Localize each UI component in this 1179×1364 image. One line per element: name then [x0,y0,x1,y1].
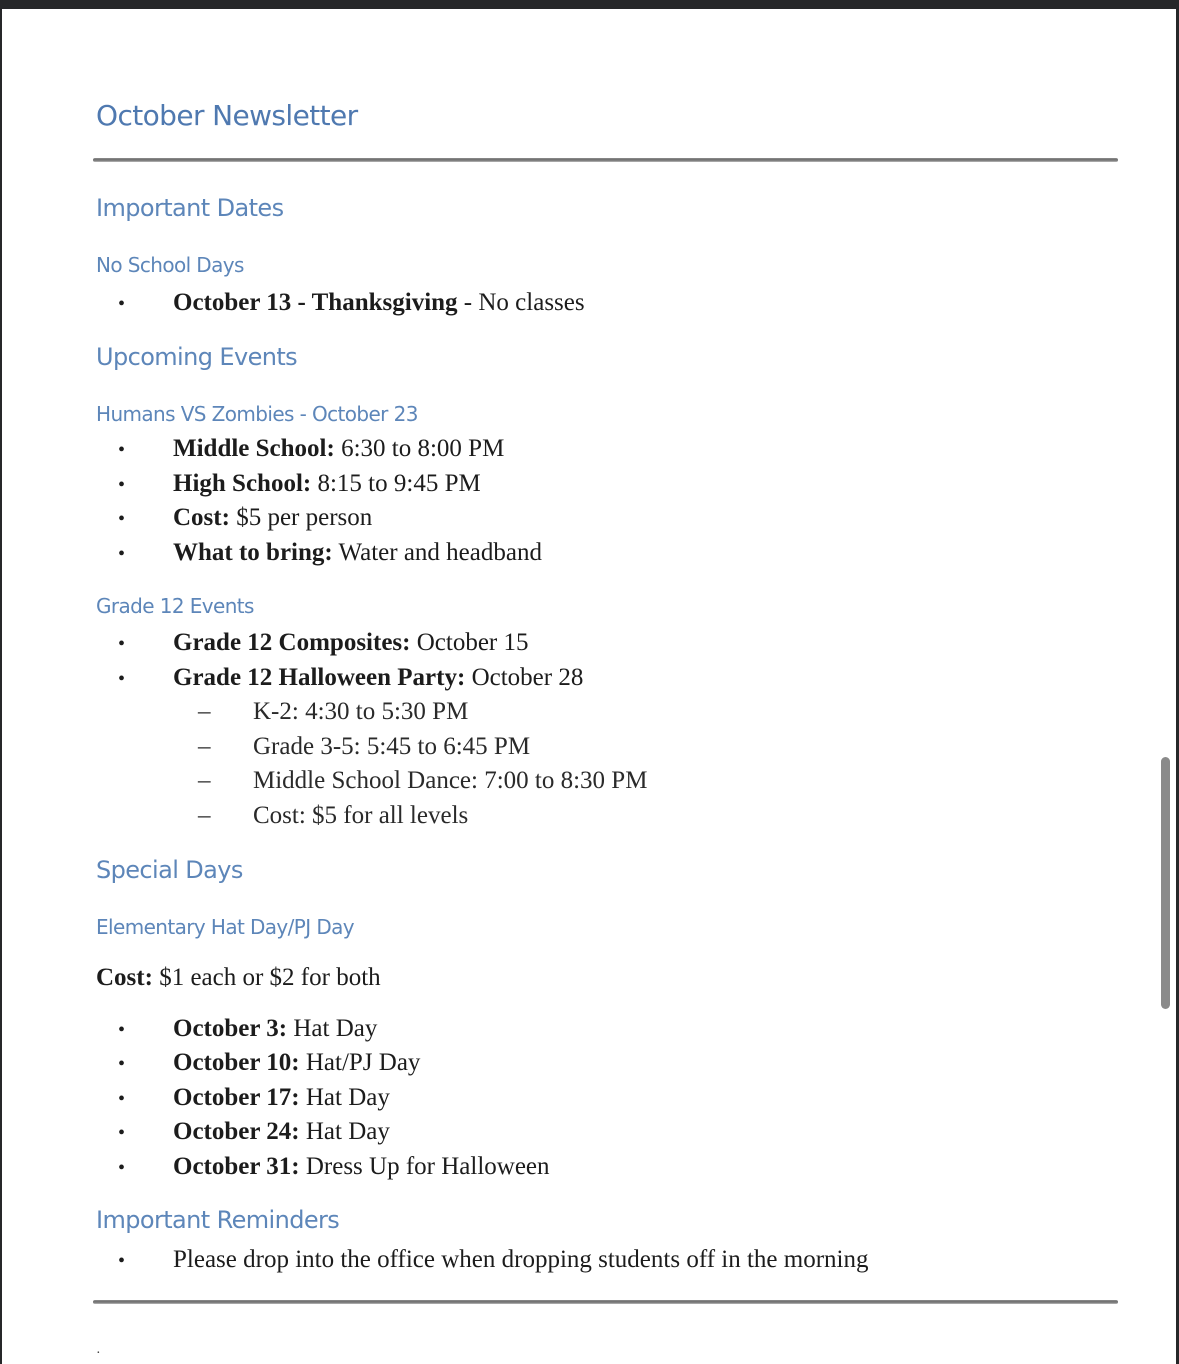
bullet-icon: • [118,293,126,315]
cost-value: $1 each or $2 for both [152,964,381,991]
heading-important-dates: Important Dates [96,194,284,222]
end-mark: · [96,1346,101,1361]
list-item [118,1245,868,1276]
heading-upcoming-events: Upcoming Events [96,343,298,371]
bullet-icon: • [118,1122,126,1144]
bullet-icon: • [118,439,126,461]
dash-icon: – [198,698,211,725]
item-label: Grade 12 Composites: [173,629,411,656]
list-item [118,663,583,694]
bullet-icon: • [118,1250,126,1272]
item-value: Please drop into the office when dropping students off in the morning [173,1246,869,1273]
dash-icon: – [198,733,211,760]
sub-item-text: Cost: $5 for all levels [253,802,469,829]
item-value: October 28 [465,664,584,691]
item-label: High School: [173,470,312,497]
list-item [118,1083,390,1114]
subheading-humans-vs-zombies: Humans VS Zombies - October 23 [96,402,418,426]
list-item [118,434,504,465]
item-label: October 31: [173,1153,300,1180]
sub-list-item [198,732,530,762]
cost-paragraph [96,963,381,993]
subheading-no-school-days: No School Days [96,253,244,277]
item-label: Cost: [173,504,230,531]
bullet-icon: • [118,633,126,655]
sub-list-item [198,801,468,831]
item-value: $5 per person [229,504,373,531]
item-label: October 3: [173,1015,288,1042]
sub-item-text: K-2: 4:30 to 5:30 PM [253,698,469,725]
bottom-divider [93,1300,1118,1304]
dash-icon: – [198,802,211,829]
list-item [118,288,585,319]
bullet-icon: • [118,543,126,565]
scrollbar-thumb[interactable] [1161,757,1170,1009]
item-value: Hat/PJ Day [299,1049,421,1076]
dash-icon: – [198,767,211,794]
item-value: October 15 [410,629,529,656]
sub-item-text: Middle School Dance: 7:00 to 8:30 PM [253,767,648,794]
bullet-icon: • [118,1088,126,1110]
item-value: Hat Day [299,1118,390,1145]
list-item [118,1117,390,1148]
item-label: What to bring: [173,539,333,566]
top-divider [93,158,1118,162]
list-item [118,628,529,659]
heading-special-days: Special Days [96,856,243,884]
item-value: - No classes [457,289,585,316]
list-item [118,538,542,569]
item-label: October 17: [173,1084,300,1111]
item-value: 6:30 to 8:00 PM [334,435,505,462]
bullet-icon: • [118,474,126,496]
list-item [118,1152,550,1183]
cost-label: Cost: [96,964,153,991]
item-label: October 10: [173,1049,300,1076]
subheading-hat-pj-day: Elementary Hat Day/PJ Day [96,915,355,939]
sub-list-item [198,766,647,796]
bullet-icon: • [118,1157,126,1179]
bullet-icon: • [118,1053,126,1075]
sub-list-item [198,697,468,727]
heading-important-reminders: Important Reminders [96,1206,340,1234]
item-value: Dress Up for Halloween [299,1153,550,1180]
list-item [118,469,481,500]
list-item [118,1048,420,1079]
subheading-grade-12-events: Grade 12 Events [96,594,254,618]
item-value: 8:15 to 9:45 PM [311,470,481,497]
item-label: Middle School: [173,435,335,462]
item-label: Grade 12 Halloween Party: [173,664,466,691]
list-item [118,503,372,534]
item-value: Water and headband [332,539,542,566]
item-value: Hat Day [287,1015,378,1042]
list-item [118,1014,377,1045]
bullet-icon: • [118,508,126,530]
newsletter-title: October Newsletter [96,99,358,132]
item-value: Hat Day [299,1084,390,1111]
bullet-icon: • [118,1019,126,1041]
bullet-icon: • [118,668,126,690]
item-label: October 24: [173,1118,300,1145]
item-label: October 13 - Thanksgiving [173,289,458,316]
sub-item-text: Grade 3-5: 5:45 to 6:45 PM [253,733,531,760]
